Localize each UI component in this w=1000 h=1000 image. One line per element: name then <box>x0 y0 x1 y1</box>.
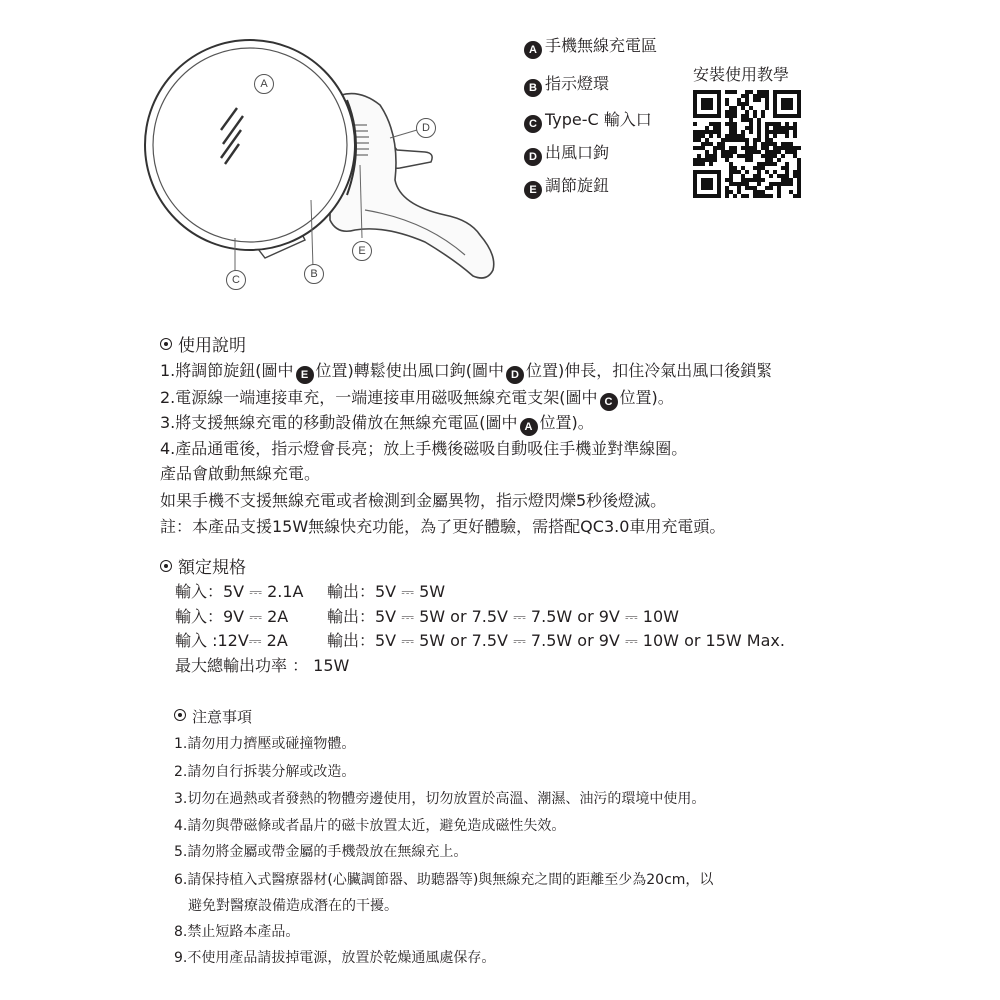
usage-title <box>160 331 246 356</box>
usage-line-6: 如果手機不支援無線充電或者檢測到金屬異物，指示燈閃爍5秒後燈滅。 <box>160 491 667 510</box>
usage-line-5: 產品會啟動無線充電。 <box>160 464 321 483</box>
legend-item-a <box>524 36 657 59</box>
bullet-circle-icon <box>174 709 186 721</box>
spec-row-1 <box>175 582 445 602</box>
badge-d: D <box>524 148 542 166</box>
badge-b: B <box>524 79 542 97</box>
spec-input-3: 輸入 :12V⎓ 2A <box>175 631 288 650</box>
note-8: 8.禁止短路本產品。 <box>174 924 300 940</box>
usage-line-1-part-1: 1.將調節旋鈕(圖中 <box>160 361 294 380</box>
notes-title <box>174 706 252 727</box>
badge-e: E <box>524 181 542 199</box>
legend-text-b: 指示燈環 <box>545 74 610 93</box>
legend-text-d: 出風口鉤 <box>545 143 610 162</box>
badge-a-inline: A <box>520 418 538 436</box>
legend-item-c <box>524 110 652 133</box>
qr-title: 安裝使用教學 <box>693 65 790 84</box>
note-6-cont: 避免對醫療設備造成潛在的干擾。 <box>188 898 398 914</box>
diagram-label-b: B <box>304 264 324 284</box>
spec-output-3: 輸出：5V ⎓ 5W or 7.5V ⎓ 7.5W or 9V ⎓ 10W or 15W Max. <box>327 631 785 650</box>
usage-line-3-part-1: 3.將支援無線充電的移動設備放在無線充電區(圖中 <box>160 413 518 432</box>
usage-line-2 <box>160 387 674 411</box>
note-1: 1.請勿用力擠壓或碰撞物體。 <box>174 736 356 752</box>
note-9: 9.不使用產品請拔掉電源，放置於乾燥通風處保存。 <box>174 950 496 966</box>
legend-item-d <box>524 143 609 166</box>
usage-line-2-part-1: 2.電源線一端連接車充，一端連接車用磁吸無線充電支架(圖中 <box>160 388 598 407</box>
spec-max: 最大總輸出功率 ： 15W <box>175 656 350 675</box>
badge-d-inline: D <box>506 366 524 384</box>
usage-line-2-part-2: 位置)。 <box>619 388 674 407</box>
specs-title-text: 額定規格 <box>178 558 246 578</box>
legend-item-b <box>524 74 609 97</box>
usage-line-7: 註：本產品支援15W無線快充功能，為了更好體驗，需搭配QC3.0車用充電頭。 <box>160 517 726 536</box>
spec-output-2: 輸出：5V ⎓ 5W or 7.5V ⎓ 7.5W or 9V ⎓ 10W <box>327 607 679 626</box>
usage-line-1 <box>160 360 772 384</box>
bullet-circle-icon <box>160 338 172 350</box>
spec-input-1: 輸入：5V ⎓ 2.1A <box>175 582 304 601</box>
usage-line-1-part-3: 位置)伸長，扣住冷氣出風口後鎖緊 <box>526 361 773 380</box>
note-3: 3.切勿在過熱或者發熱的物體旁邊使用，切勿放置於高溫、潮濕、油污的環境中使用。 <box>174 791 706 807</box>
note-4: 4.請勿與帶磁條或者晶片的磁卡放置太近，避免造成磁性失效。 <box>174 818 566 834</box>
usage-title-text: 使用說明 <box>178 336 246 356</box>
legend-item-e <box>524 176 609 199</box>
badge-e-inline: E <box>296 366 314 384</box>
note-5: 5.請勿將金屬或帶金屬的手機殼放在無線充上。 <box>174 844 468 860</box>
bullet-circle-icon <box>160 560 172 572</box>
legend-text-e: 調節旋鈕 <box>545 176 610 195</box>
usage-line-3 <box>160 412 594 436</box>
product-diagram <box>125 30 525 300</box>
diagram-label-c: C <box>226 270 246 290</box>
specs-title <box>160 553 246 578</box>
spec-output-1: 輸出：5V ⎓ 5W <box>327 582 446 601</box>
note-6: 6.請保持植入式醫療器材(心臟調節器、助聽器等)與無線充之間的距離至少為20cm，以 <box>174 872 714 888</box>
diagram-label-e: E <box>352 241 372 261</box>
diagram-label-a: A <box>254 74 274 94</box>
notes-title-text: 注意事項 <box>192 708 253 726</box>
badge-a: A <box>524 41 542 59</box>
note-2: 2.請勿自行拆裝分解或改造。 <box>174 764 356 780</box>
qr-code[interactable] <box>693 90 801 198</box>
usage-line-1-part-2: 位置)轉鬆使出風口鉤(圖中 <box>315 361 505 380</box>
spec-row-3 <box>175 631 785 651</box>
usage-line-3-part-2: 位置)。 <box>539 413 594 432</box>
diagram-label-d: D <box>416 118 436 138</box>
legend-text-a: 手機無線充電區 <box>545 36 658 55</box>
badge-c-inline: C <box>600 393 618 411</box>
badge-c: C <box>524 115 542 133</box>
spec-row-2 <box>175 607 679 627</box>
spec-input-2: 輸入：9V ⎓ 2A <box>175 607 289 626</box>
usage-line-4: 4.產品通電後，指示燈會長亮；放上手機後磁吸自動吸住手機並對準線圈。 <box>160 439 688 458</box>
legend-text-c: Type-C 輸入口 <box>545 110 652 129</box>
